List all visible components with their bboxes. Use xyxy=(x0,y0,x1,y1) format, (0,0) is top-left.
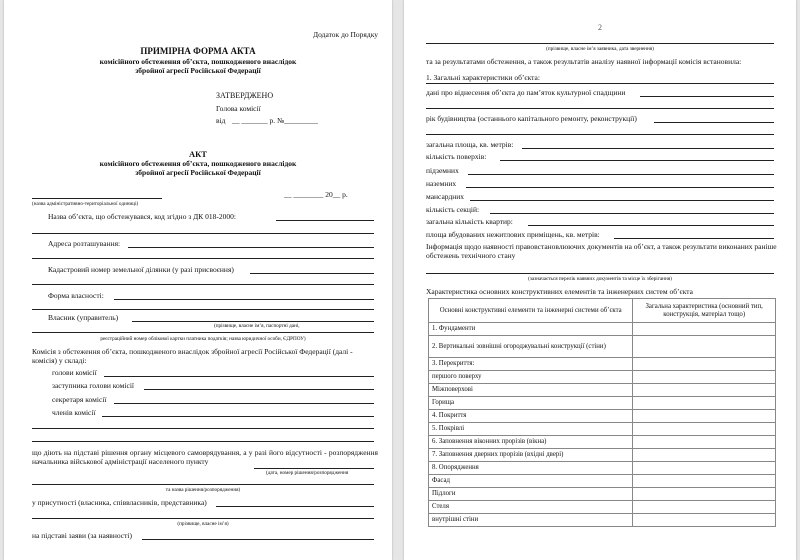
act-date-field[interactable]: __ ________ 20__ р. xyxy=(284,190,348,199)
owner-caption-2: реєстраційний номер облікової картки платника податків; назва юридичної особи, ЄДРПОУ) xyxy=(100,336,306,342)
row-label: 7. Заповнення дверних прорізів (вхідні двері) xyxy=(429,449,633,462)
admin-unit-caption: (назва адміністративно-територіальної одиниці) xyxy=(32,201,139,207)
members-extra-line[interactable] xyxy=(32,428,374,429)
field-aboveground-line[interactable] xyxy=(466,187,774,188)
member-secretary-line[interactable] xyxy=(114,403,374,404)
presence-line[interactable] xyxy=(216,506,374,507)
table-row xyxy=(429,410,776,423)
header-elements: Основні конструктивні елементи та інженерні системи об’єкта xyxy=(429,299,633,323)
row-label: Стеля xyxy=(429,501,633,514)
date-from-label: від xyxy=(216,116,226,125)
presence-caption: (прізвище, власне ім’я) xyxy=(177,521,229,527)
row-label: 5. Покрівлі xyxy=(429,423,633,436)
table-row xyxy=(429,358,776,371)
member-chair-line[interactable] xyxy=(104,376,374,377)
table-row xyxy=(429,514,776,527)
info-docs-text: Інформація щодо наявності правовстановлюючих документів на об’єкт, а також результати виконаних раніше обстежень технічного стану xyxy=(426,242,777,260)
field-sections-line[interactable] xyxy=(490,213,774,214)
field-area-line[interactable] xyxy=(522,148,774,149)
member-deputy-label: заступника голови комісії xyxy=(52,381,134,390)
owner-caption: (прізвище, власне ім’я, паспортні дані, xyxy=(214,323,300,329)
row-value-cell[interactable] xyxy=(633,384,776,397)
decision-caption: (дата, номер рішення/розпорядження xyxy=(266,470,349,476)
decision-line-2[interactable] xyxy=(32,484,374,485)
row-value-cell[interactable] xyxy=(633,336,776,358)
field-year-label: рік будівництва (останнього капітального ремонту, реконструкції) xyxy=(426,114,637,123)
field-year-line[interactable] xyxy=(654,122,774,123)
table-row xyxy=(429,475,776,488)
decision-caption-2: та назва рішення/розпорядження) xyxy=(165,487,241,493)
field-area-label: загальна площа, кв. метрів: xyxy=(426,140,514,149)
cadastral-line[interactable] xyxy=(250,273,374,274)
table-header-row xyxy=(429,299,776,323)
application-label: на підставі заяви (за наявності) xyxy=(32,531,132,540)
field-aboveground-label: наземних xyxy=(426,179,457,188)
table-row xyxy=(429,449,776,462)
structure-table-title: Характеристика основних конструктивних елементів та інженерних систем об’єкта xyxy=(426,287,693,296)
field-nonresidential-line[interactable] xyxy=(614,238,774,239)
admin-unit-line[interactable] xyxy=(32,198,162,199)
applicant-caption: (прізвище, власне ім’я заявника, дата звернення) xyxy=(546,46,654,52)
row-value-cell[interactable] xyxy=(633,323,776,336)
object-name-line[interactable] xyxy=(276,220,374,221)
field-apartments-label: загальна кількість квартир: xyxy=(426,217,513,226)
row-value-cell[interactable] xyxy=(633,475,776,488)
row-label: першого поверху xyxy=(429,371,633,384)
cadastral-line-2[interactable] xyxy=(32,284,374,285)
row-label: внутрішні стіни xyxy=(429,514,633,527)
field-nonresidential-label: площа вбудованих нежитлових приміщень, кв. метрів: xyxy=(426,230,600,239)
head-commission-label: Голова комісії xyxy=(216,104,261,113)
address-label: Адреса розташування: xyxy=(48,239,121,248)
row-value-cell[interactable] xyxy=(633,358,776,371)
object-name-label: Назва об’єкта, що обстежувався, код згідно з ДК 018-2000: xyxy=(48,212,236,221)
member-members-line[interactable] xyxy=(102,416,374,417)
row-label: Горища xyxy=(429,397,633,410)
field-underground-line[interactable] xyxy=(468,174,774,175)
appendix-label: Додаток до Порядку xyxy=(313,30,378,39)
field-apartments-line[interactable] xyxy=(528,225,774,226)
field-floors-label: кількість поверхів: xyxy=(426,152,487,161)
field-heritage-label: дані про віднесення об’єкта до пам’яток культурної спадщини xyxy=(426,88,626,97)
row-label: 3. Перекриття: xyxy=(429,358,633,371)
acting-basis-text: що діють на підставі рішення органу місцевого самоврядування, а у разі його відсутності - розпорядження начальника військової адміністрації населеного пункту xyxy=(32,448,378,466)
ownership-line[interactable] xyxy=(114,299,374,300)
field-sections-label: кількість секцій: xyxy=(426,205,480,214)
info-docs-caption: (зазначається перелік наявних документів та місце їх зберігання) xyxy=(528,276,672,282)
date-number-field[interactable]: __ _______ р. №_________ xyxy=(232,116,318,125)
row-value-cell[interactable] xyxy=(633,488,776,501)
form-title-line3: збройної агресії Російської Федерації xyxy=(135,66,261,75)
ownership-label: Форма власності: xyxy=(48,291,104,300)
general-line[interactable] xyxy=(426,83,774,84)
row-value-cell[interactable] xyxy=(633,423,776,436)
field-year-line-2[interactable] xyxy=(426,134,774,135)
member-deputy-line[interactable] xyxy=(144,389,374,390)
application-line[interactable] xyxy=(142,539,374,540)
row-label: 1. Фундаменти xyxy=(429,323,633,336)
field-attic-line[interactable] xyxy=(470,200,774,201)
form-page-1 xyxy=(4,0,392,560)
row-value-cell[interactable] xyxy=(633,449,776,462)
presence-line-2[interactable] xyxy=(32,518,374,519)
member-chair-label: голови комісії xyxy=(52,368,97,377)
row-value-cell[interactable] xyxy=(633,501,776,514)
address-line-2[interactable] xyxy=(32,258,374,259)
member-members-label: членів комісії xyxy=(52,408,96,417)
info-docs-line[interactable] xyxy=(426,273,774,274)
row-value-cell[interactable] xyxy=(633,462,776,475)
commission-intro: Комісія з обстеження об’єкта, пошкодженого внаслідок збройної агресії Російської Федерації (далі - комісія) у складі: xyxy=(32,347,353,365)
table-row xyxy=(429,336,776,358)
row-label: Фасад xyxy=(429,475,633,488)
approved-label: ЗАТВЕРДЖЕНО xyxy=(216,91,274,100)
table-row xyxy=(429,423,776,436)
row-label: Підлоги xyxy=(429,488,633,501)
form-page-2 xyxy=(404,0,796,560)
row-label: 8. Опорядження xyxy=(429,462,633,475)
structure-table xyxy=(428,298,776,527)
table-row xyxy=(429,501,776,514)
table-row xyxy=(429,371,776,384)
object-name-line-2[interactable] xyxy=(32,233,374,234)
form-title-line2: комісійного обстеження об’єкта, пошкодженого внаслідок xyxy=(99,57,297,66)
decision-line[interactable] xyxy=(254,468,374,469)
member-secretary-label: секретаря комісії xyxy=(52,395,107,404)
field-underground-label: підземних xyxy=(426,166,459,175)
field-floors-line[interactable] xyxy=(500,160,774,161)
owner-label: Власник (управитель) xyxy=(48,313,119,322)
row-value-cell[interactable] xyxy=(633,371,776,384)
row-value-cell[interactable] xyxy=(633,514,776,527)
field-heritage-line[interactable] xyxy=(640,96,774,97)
row-value-cell[interactable] xyxy=(633,397,776,410)
header-characteristics: Загальна характеристика (основний тип, конструкція, матеріал тощо) xyxy=(633,299,776,323)
act-heading: АКТ xyxy=(189,149,207,159)
general-heading: 1. Загальні характеристики об’єкта: xyxy=(426,73,540,82)
act-subtitle-line1: комісійного обстеження об’єкта, пошкодженого внаслідок xyxy=(99,159,297,168)
row-label: Міжповерхові xyxy=(429,384,633,397)
act-subtitle-line2: збройної агресії Російської Федерації xyxy=(135,168,261,177)
table-row xyxy=(429,488,776,501)
owner-line[interactable] xyxy=(132,321,374,322)
ownership-line-2[interactable] xyxy=(32,309,374,310)
results-text: та за результатами обстеження, а також результатів аналізу наявної інформації комісія встановила: xyxy=(426,57,742,66)
page-number: 2 xyxy=(598,23,602,32)
row-value-cell[interactable] xyxy=(633,410,776,423)
row-label: 4. Покриття xyxy=(429,410,633,423)
table-row xyxy=(429,436,776,449)
table-row xyxy=(429,323,776,336)
row-value-cell[interactable] xyxy=(633,436,776,449)
presence-label: у присутності (власника, співвласників, представника) xyxy=(32,498,207,507)
cadastral-label: Кадастровий номер земельної ділянки (у разі присвоєння) xyxy=(48,265,234,274)
form-title: ПРИМІРНА ФОРМА АКТА xyxy=(140,46,256,56)
table-row xyxy=(429,397,776,410)
row-label: 2. Вертикальні зовнішні огороджувальні конструкції (стіни) xyxy=(429,336,633,358)
applicant-line[interactable] xyxy=(426,43,774,44)
field-heritage-line-2[interactable] xyxy=(426,108,774,109)
table-row xyxy=(429,384,776,397)
owner-line-2[interactable] xyxy=(32,332,374,333)
table-row xyxy=(429,462,776,475)
field-attic-label: мансардних xyxy=(426,192,465,201)
members-extra-line-2[interactable] xyxy=(32,441,374,442)
address-line[interactable] xyxy=(128,247,374,248)
row-label: 6. Заповнення віконних прорізів (вікна) xyxy=(429,436,633,449)
